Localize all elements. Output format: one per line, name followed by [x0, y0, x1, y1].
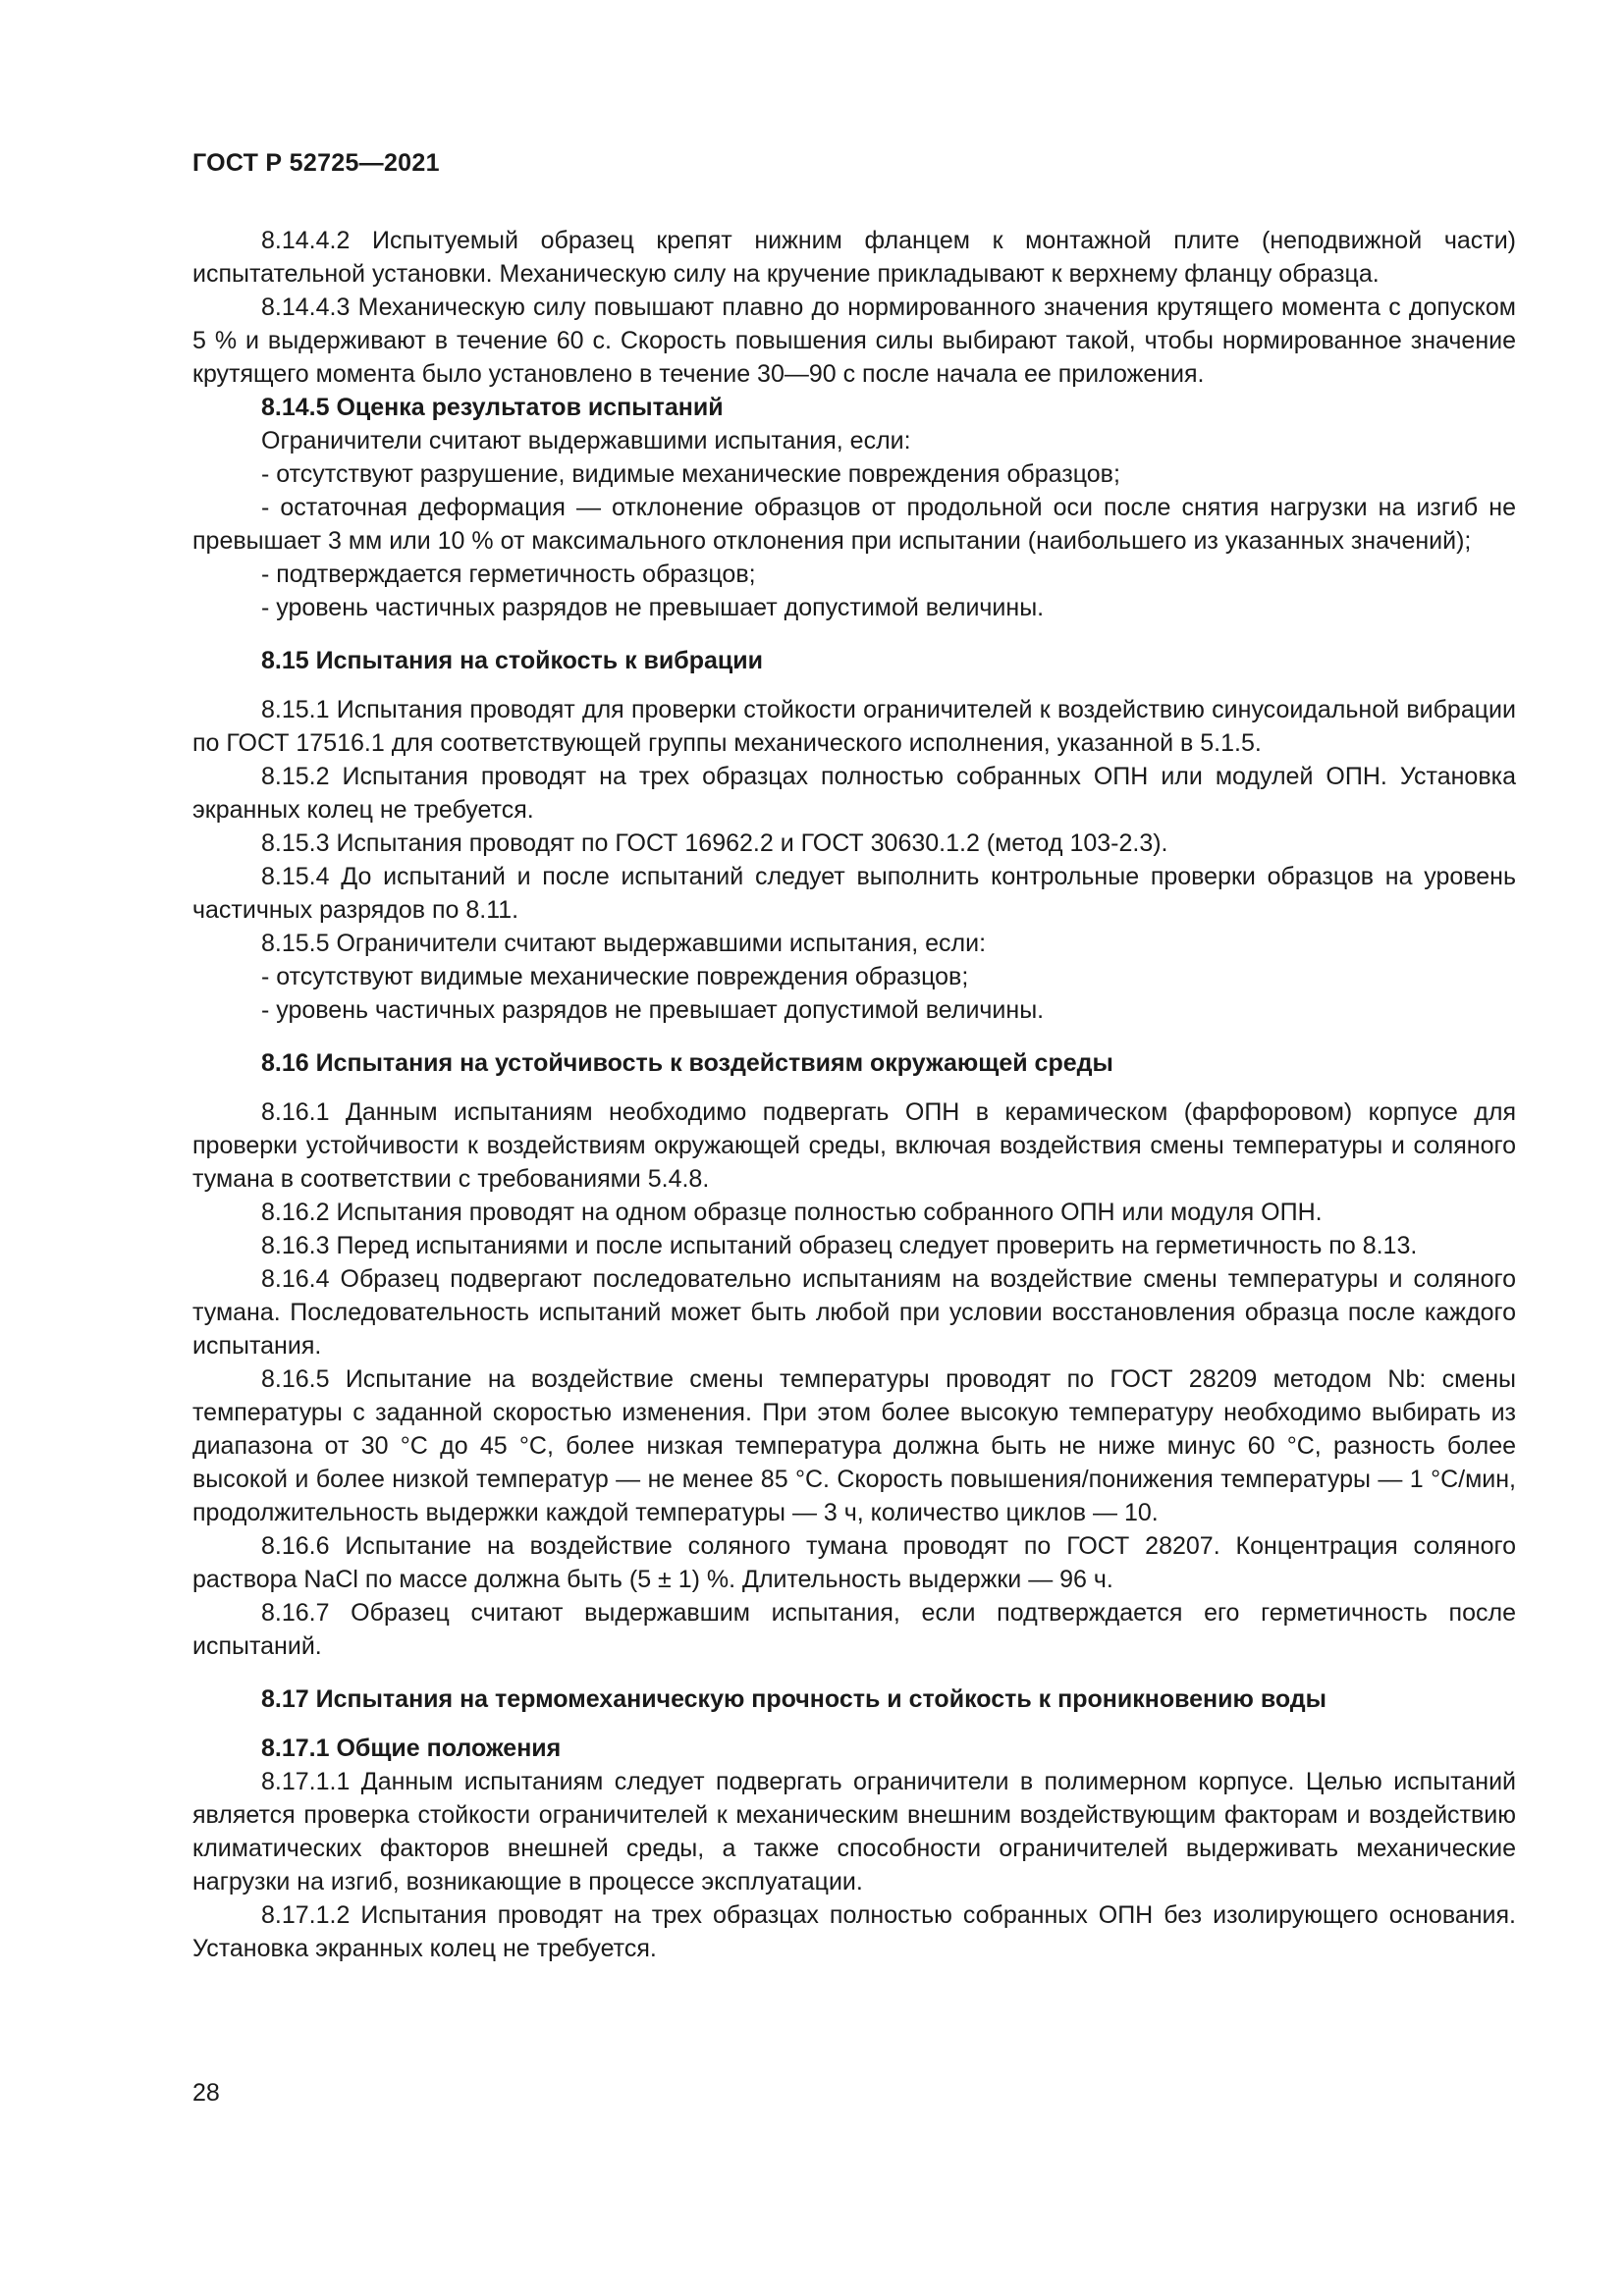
heading-8-16: 8.16 Испытания на устойчивость к воздействиям окружающей среды: [261, 1049, 1113, 1077]
list-item: - остаточная деформация — отклонение образцов от продольной оси после снятия нагрузки на изгиб не превышает 3 мм или 10 % от максимального отклонения при испытании (наибольшего из указанных значений);: [192, 494, 1516, 555]
paragraph-8-15-1: 8.15.1 Испытания проводят для проверки стойкости ограничителей к воздействию синусоидальной вибрации по ГОСТ 17516.1 для соответствующей группы механического исполнения, указанной в 5.1.5.: [192, 696, 1516, 757]
paragraph-8-16-1: 8.16.1 Данным испытаниям необходимо подвергать ОПН в керамическом (фарфоровом) корпусе для проверки устойчивости к воздействиям окружающей среды, включая воздействия смены температуры и соляного тумана в соответствии с требованиями 5.4.8.: [192, 1098, 1516, 1193]
paragraph-8-15-5: 8.15.5 Ограничители считают выдержавшими испытания, если:: [261, 930, 987, 957]
paragraph-8-15-2: 8.15.2 Испытания проводят на трех образцах полностью собранных ОПН или модулей ОПН. Установка экранных колец не требуется.: [192, 763, 1516, 824]
page-number: 28: [192, 2079, 220, 2107]
heading-8-17-1: 8.17.1 Общие положения: [261, 1735, 562, 1762]
heading-8-15: 8.15 Испытания на стойкость к вибрации: [261, 647, 763, 674]
heading-8-14-5: 8.14.5 Оценка результатов испытаний: [261, 394, 724, 421]
paragraph-8-14-4-2: 8.14.4.2 Испытуемый образец крепят нижним фланцем к монтажной плите (неподвижной части) испытательной установки. Механическую силу на кручение прикладывают к верхнему фланцу образца.: [192, 227, 1516, 288]
paragraph: Ограничители считают выдержавшими испытания, если:: [261, 427, 911, 454]
document-header: ГОСТ Р 52725—2021: [192, 149, 440, 177]
paragraph-8-16-6: 8.16.6 Испытание на воздействие соляного тумана проводят по ГОСТ 28207. Концентрация соляного раствора NaCl по массе должна быть (5 ± 1) %. Длительность выдержки — 96 ч.: [192, 1532, 1516, 1593]
list-item: - подтверждается герметичность образцов;: [261, 561, 756, 588]
list-item: - отсутствуют видимые механические повреждения образцов;: [261, 963, 969, 990]
paragraph-8-15-3: 8.15.3 Испытания проводят по ГОСТ 16962.2 и ГОСТ 30630.1.2 (метод 103-2.3).: [261, 829, 1168, 857]
paragraph-8-17-1-1: 8.17.1.1 Данным испытаниям следует подвергать ограничители в полимерном корпусе. Целью испытаний является проверка стойкости ограничителей к механическим внешним воздействующим факторам и воздействию климатических факторов внешней среды, а также способности ограничителей выдерживать механические нагрузки на изгиб, возникающие в процессе эксплуатации.: [192, 1768, 1516, 1896]
list-item: - отсутствуют разрушение, видимые механические повреждения образцов;: [261, 460, 1120, 488]
paragraph-8-16-2: 8.16.2 Испытания проводят на одном образце полностью собранного ОПН или модуля ОПН.: [261, 1199, 1323, 1226]
paragraph-8-15-4: 8.15.4 До испытаний и после испытаний следует выполнить контрольные проверки образцов на уровень частичных разрядов по 8.11.: [192, 863, 1516, 924]
paragraph-8-17-1-2: 8.17.1.2 Испытания проводят на трех образцах полностью собранных ОПН без изолирующего основания. Установка экранных колец не требуется.: [192, 1901, 1516, 1962]
paragraph-8-16-5: 8.16.5 Испытание на воздействие смены температуры проводят по ГОСТ 28209 методом Nb: смены температуры с заданной скоростью изменения. При этом более высокую температуру необходимо выбирать из диапазона от 30 °С до 45 °С, более низкая температура должна быть не ниже минус 60 °С, разность более высокой и более низкой температур — не менее 85 °С. Скорость повышения/понижения температуры — 1 °С/мин, продолжительность выдержки каждой температуры — 3 ч, количество циклов — 10.: [192, 1365, 1516, 1526]
document-body: [192, 224, 1516, 1965]
list-item: - уровень частичных разрядов не превышает допустимой величины.: [261, 594, 1045, 621]
list-item: - уровень частичных разрядов не превышает допустимой величины.: [261, 996, 1045, 1024]
paragraph-8-16-7: 8.16.7 Образец считают выдержавшим испытания, если подтверждается его герметичность после испытаний.: [192, 1599, 1516, 1660]
heading-8-17: 8.17 Испытания на термомеханическую прочность и стойкость к проникновению воды: [261, 1685, 1327, 1713]
paragraph-8-16-3: 8.16.3 Перед испытаниями и после испытаний образец следует проверить на герметичность по 8.13.: [261, 1232, 1418, 1259]
paragraph-8-16-4: 8.16.4 Образец подвергают последовательно испытаниям на воздействие смены температуры и соляного тумана. Последовательность испытаний может быть любой при условии восстановления образца после каждого испытания.: [192, 1265, 1516, 1360]
paragraph-8-14-4-3: 8.14.4.3 Механическую силу повышают плавно до нормированного значения крутящего момента с допуском 5 % и выдерживают в течение 60 с. Скорость повышения силы выбирают такой, чтобы нормированное значение крутящего момента было установлено в течение 30—90 с после начала ее приложения.: [192, 294, 1516, 388]
